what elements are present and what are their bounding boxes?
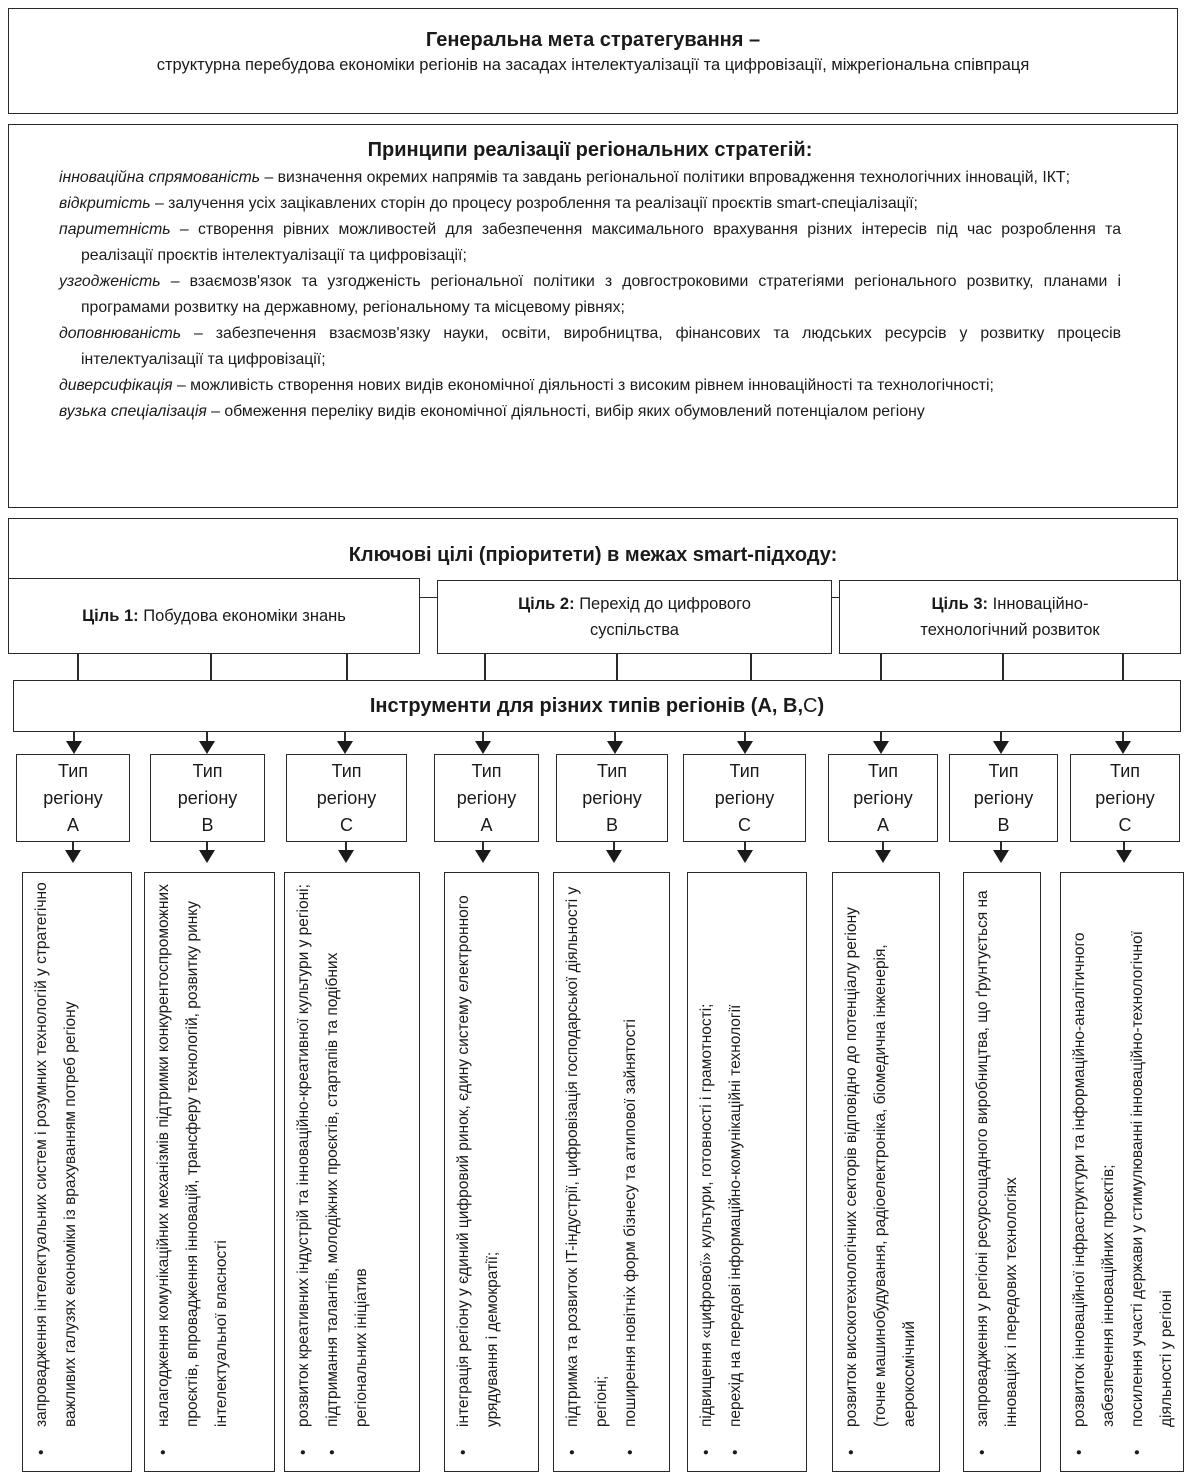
arrow-down-icon [199, 850, 215, 863]
connector-line [744, 842, 746, 850]
instrument-item: • посилення участі держави у стимулюванні інноваційно-технологічної діяльності у регіоні [1123, 879, 1181, 1461]
connector-line [880, 654, 882, 680]
instrument-item: • запровадження у регіоні ресурсощадного виробництва, що ґрунтується на інноваціях і передових технологіях [968, 879, 1026, 1461]
connector-line [345, 842, 347, 850]
connector-line [882, 842, 884, 850]
instrument-item: • розвиток креативних індустрій та інноваційно-креативної культури у регіоні; [289, 879, 318, 1461]
principle-term: доповнюваність [59, 325, 182, 342]
instrument-item: • налагодження комунікаційних механізмів підтримки конкурентоспроможних проєктів, впровадження інновацій, трансферу технологій, розвитку ринку інтелектуальної власності [149, 879, 236, 1461]
connector-line [72, 842, 74, 850]
goal-2-text: Перехід до цифрового суспільства [579, 595, 751, 639]
arrow-down-icon [873, 741, 889, 754]
tools-title: Інструменти для різних типів регіонів (A, B, [369, 694, 803, 717]
principle-item [59, 269, 1121, 321]
instrument-box-8 [963, 872, 1041, 1472]
principle-term: узгодженість [59, 273, 161, 290]
instrument-item: • перехід на передові інформаційно-комунікаційні технології [721, 879, 750, 1461]
region-type-box: Тип регіону А [828, 754, 938, 842]
connector-line [484, 654, 486, 680]
instrument-item: • розвиток високотехнологічних секторів відповідно до потенціалу регіону (точне машинобудування, радіоелектроніка, біомедична інженерія, аерокосмічний [837, 879, 924, 1461]
principle-text: – взаємозв'язок та узгодженість регіональної політики з довгостроковими стратегіями регіонального розвитку, планами і програмами розвитку на державному, регіональному та місцевому рівнях; [81, 273, 1121, 316]
region-type-box: Тип регіону А [434, 754, 539, 842]
principle-text: – створення рівних можливостей для забезпечення максимального врахування різних інтересів під час розроблення та реалізації проєктів інтелектуалізації та цифровізації; [81, 221, 1121, 264]
connector-line [210, 654, 212, 680]
connector-line [613, 842, 615, 850]
principles-box [8, 124, 1178, 508]
connector-line [1000, 842, 1002, 850]
instrument-box-7 [832, 872, 940, 1472]
principle-item [59, 321, 1121, 373]
arrow-down-icon [993, 741, 1009, 754]
principle-text: – забезпечення взаємозв'язку науки, освіти, виробництва, фінансових та людських ресурсів у розвитку процесів інтелектуалізації та цифровізації; [81, 325, 1121, 368]
instrument-item: • запровадження інтелектуальних систем і розумних технологій у стратегічно важливих галузях економіки із врахуванням потреб регіону [27, 879, 85, 1461]
principle-term: диверсифікація [59, 377, 173, 394]
connector-line [750, 654, 752, 680]
arrow-down-icon [199, 741, 215, 754]
goal-1-box [8, 578, 420, 654]
tools-title-close: ) [817, 694, 825, 717]
instrument-item: • розвиток інноваційної інфраструктури та інформаційно-аналітичного забезпечення інноваційних проєктів; [1065, 879, 1123, 1461]
general-goal-box [8, 8, 1178, 114]
general-goal-text: структурна перебудова економіки регіонів на засадах інтелектуалізації та цифровізації, міжрегіональна співпраця [156, 56, 1030, 74]
principle-item [59, 373, 1121, 399]
arrow-down-icon [607, 741, 623, 754]
principles-title: Принципи реалізації регіональних стратегій: [367, 139, 813, 161]
arrow-down-icon [1116, 850, 1132, 863]
instrument-item: • підтримання талантів, молодіжних проєктів, стартапів та подібних регіональних ініціатив [318, 879, 376, 1461]
goal-3-text: Інноваційно-технологічний розвиток [920, 595, 1100, 639]
arrow-down-icon [1115, 741, 1131, 754]
principle-text: – обмеження переліку видів економічної діяльності, вибір яких обумовлений потенціалом регіону [206, 403, 925, 420]
arrow-down-icon [737, 850, 753, 863]
region-type-box: Тип регіону С [1070, 754, 1180, 842]
principle-text: – залучення усіх зацікавлених сторін до процесу розроблення та реалізації проєктів smart-спеціалізації; [150, 195, 918, 212]
principle-term: вузька спеціалізація [59, 403, 207, 420]
arrow-down-icon [65, 850, 81, 863]
goal-1-text: Побудова економіки знань [143, 607, 346, 625]
instrument-item: • підвищення «цифрової» культури, готовності і грамотності; [692, 879, 721, 1461]
connector-line [616, 654, 618, 680]
goal-2-label: Ціль 2: [518, 595, 575, 613]
instrument-box-1 [22, 872, 132, 1472]
arrow-down-icon [475, 850, 491, 863]
region-type-box: Тип регіону С [286, 754, 407, 842]
region-type-box: Тип регіону В [556, 754, 668, 842]
arrow-down-icon [338, 850, 354, 863]
connector-line [1002, 654, 1004, 680]
instrument-box-2 [144, 872, 275, 1472]
principle-text: – визначення окремих напрямів та завдань регіональної політики впровадження технологічних інновацій, ІКТ; [260, 169, 1070, 186]
arrow-down-icon [337, 741, 353, 754]
connector-line [482, 842, 484, 850]
arrow-down-icon [475, 741, 491, 754]
principle-text: – можливість створення нових видів економічної діяльності з високим рівнем інноваційності та технологічності; [172, 377, 994, 394]
arrow-down-icon [875, 850, 891, 863]
instrument-box-3 [284, 872, 420, 1472]
instrument-item: • поширення новітніх форм бізнесу та атипової зайнятості [616, 879, 645, 1461]
instrument-box-9 [1060, 872, 1184, 1472]
goal-2-box [437, 580, 832, 654]
region-type-box: Тип регіону В [150, 754, 265, 842]
connector-line [346, 654, 348, 680]
region-type-box: Тип регіону В [949, 754, 1058, 842]
instrument-box-5 [553, 872, 670, 1472]
arrow-down-icon [606, 850, 622, 863]
instrument-box-6 [687, 872, 807, 1472]
arrow-down-icon [993, 850, 1009, 863]
connector-line [1122, 654, 1124, 680]
tools-title-c: C [803, 694, 818, 717]
goal-3-box [839, 580, 1181, 654]
general-goal-title: Генеральна мета стратегування – [425, 29, 761, 51]
goal-1-label: Ціль 1: [82, 607, 139, 625]
principle-term: паритетність [59, 221, 171, 238]
instrument-box-4 [444, 872, 539, 1472]
goal-3-label: Ціль 3: [931, 595, 989, 613]
instrument-item: • інтеграція регіону у єдиний цифровий ринок, єдину систему електронного урядування і демократії; [449, 879, 507, 1461]
connector-line [77, 654, 79, 680]
principle-item [59, 217, 1121, 269]
region-type-box: Тип регіону С [683, 754, 806, 842]
principle-item [59, 399, 1121, 425]
arrow-down-icon [737, 741, 753, 754]
principle-item [59, 165, 1121, 191]
connector-line [206, 842, 208, 850]
region-type-box: Тип регіону А [16, 754, 130, 842]
instrument-item: • підтримка та розвиток IT-індустрії, цифровізація господарської діяльності у регіоні; [558, 879, 616, 1461]
tools-box [13, 680, 1181, 732]
arrow-down-icon [66, 741, 82, 754]
principle-term: відкритість [59, 195, 151, 212]
principle-item [59, 191, 1121, 217]
priorities-title: Ключові цілі (пріоритети) в межах smart-підходу: [348, 544, 838, 566]
connector-line [1123, 842, 1125, 850]
principle-term: інноваційна спрямованість [59, 169, 261, 186]
